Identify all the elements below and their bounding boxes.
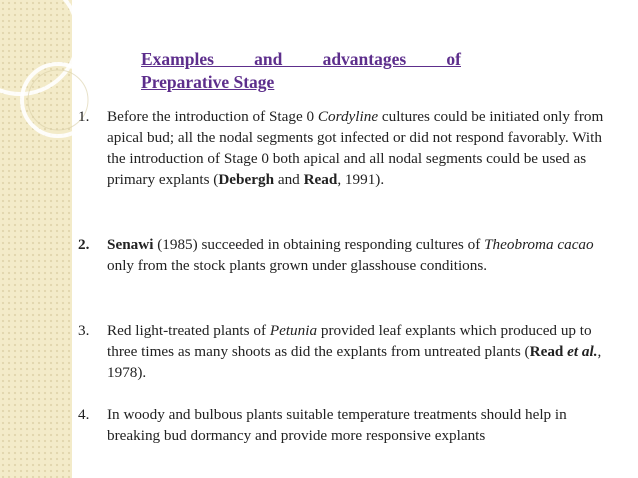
title-line-2: Preparative Stage [141,72,275,92]
item-text: In woody and bulbous plants suitable temperature treatments should help in breaking bud dormancy and provide more responsive explants [107,406,567,444]
title-line-1: Examples and advantages of [141,49,461,69]
item-number: 3. [78,322,90,339]
item-number: 4. [78,406,90,423]
item-number: 1. [78,108,90,125]
slide-title [141,48,461,94]
list-item-4 [78,404,618,446]
item-text: Before the introduction of Stage 0 Cordyline cultures could be initiated only from apical bud; all the nodal segments got infected or did not respond favorably. With the introduction of Stage 0 both apical and all nodal segments could be used as primary explants (Debergh and Read, 1991). [107,108,604,188]
list-item-3 [78,320,618,383]
item-text: Senawi (1985) succeeded in obtaining responding cultures of Theobroma cacao only from the stock plants grown under glasshouse conditions. [107,236,594,274]
item-number: 2. [78,236,90,253]
item-text: Red light-treated plants of Petunia provided leaf explants which produced up to three times as many shoots as did the explants from untreated plants (Read et al., 1978). [107,322,602,381]
list-item-2 [78,234,618,276]
list-item-1 [78,106,618,190]
